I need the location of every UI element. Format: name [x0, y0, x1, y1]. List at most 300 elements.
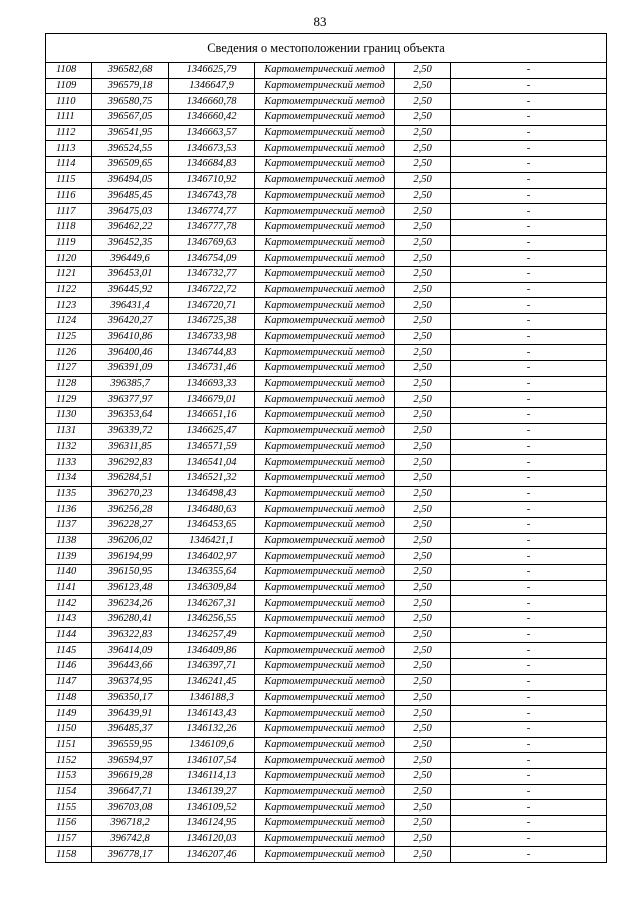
point-number-cell: 1135: [46, 486, 92, 502]
accuracy-cell: 2,50: [395, 549, 451, 565]
table-row: [46, 486, 607, 502]
description-cell: -: [451, 188, 607, 204]
method-cell: Картометрический метод: [255, 800, 395, 816]
point-number-cell: 1108: [46, 63, 92, 79]
x-coordinate-cell: 396703,08: [92, 800, 169, 816]
accuracy-cell: 2,50: [395, 470, 451, 486]
y-coordinate-cell: 1346571,59: [169, 439, 255, 455]
description-cell: -: [451, 706, 607, 722]
description-cell: -: [451, 235, 607, 251]
method-cell: Картометрический метод: [255, 376, 395, 392]
y-coordinate-cell: 1346679,01: [169, 392, 255, 408]
table-row: [46, 157, 607, 173]
accuracy-cell: 2,50: [395, 235, 451, 251]
y-coordinate-cell: 1346733,98: [169, 329, 255, 345]
x-coordinate-cell: 396778,17: [92, 847, 169, 863]
y-coordinate-cell: 1346722,72: [169, 282, 255, 298]
table-row: [46, 784, 607, 800]
x-coordinate-cell: 396377,97: [92, 392, 169, 408]
y-coordinate-cell: 1346521,32: [169, 470, 255, 486]
point-number-cell: 1128: [46, 376, 92, 392]
table-row: [46, 266, 607, 282]
description-cell: -: [451, 659, 607, 675]
method-cell: Картометрический метод: [255, 110, 395, 126]
boundary-table: [45, 33, 607, 863]
point-number-cell: 1141: [46, 580, 92, 596]
y-coordinate-cell: 1346267,31: [169, 596, 255, 612]
y-coordinate-cell: 1346673,53: [169, 141, 255, 157]
description-cell: -: [451, 266, 607, 282]
description-cell: -: [451, 392, 607, 408]
x-coordinate-cell: 396123,48: [92, 580, 169, 596]
description-cell: -: [451, 78, 607, 94]
table-row: [46, 580, 607, 596]
table-row: [46, 345, 607, 361]
table-row: [46, 706, 607, 722]
method-cell: Картометрический метод: [255, 690, 395, 706]
table-row: [46, 816, 607, 832]
x-coordinate-cell: 396150,95: [92, 565, 169, 581]
description-cell: -: [451, 63, 607, 79]
y-coordinate-cell: 1346720,71: [169, 298, 255, 314]
description-cell: -: [451, 768, 607, 784]
point-number-cell: 1136: [46, 502, 92, 518]
description-cell: -: [451, 643, 607, 659]
x-coordinate-cell: 396567,05: [92, 110, 169, 126]
point-number-cell: 1151: [46, 737, 92, 753]
description-cell: -: [451, 627, 607, 643]
x-coordinate-cell: 396742,8: [92, 831, 169, 847]
y-coordinate-cell: 1346769,63: [169, 235, 255, 251]
table-row: [46, 298, 607, 314]
y-coordinate-cell: 1346480,63: [169, 502, 255, 518]
y-coordinate-cell: 1346625,79: [169, 63, 255, 79]
table-row: [46, 831, 607, 847]
description-cell: -: [451, 674, 607, 690]
y-coordinate-cell: 1346651,16: [169, 408, 255, 424]
method-cell: Картометрический метод: [255, 816, 395, 832]
accuracy-cell: 2,50: [395, 439, 451, 455]
x-coordinate-cell: 396452,35: [92, 235, 169, 251]
x-coordinate-cell: 396647,71: [92, 784, 169, 800]
y-coordinate-cell: 1346402,97: [169, 549, 255, 565]
point-number-cell: 1155: [46, 800, 92, 816]
description-cell: -: [451, 125, 607, 141]
description-cell: -: [451, 517, 607, 533]
point-number-cell: 1109: [46, 78, 92, 94]
table-row: [46, 659, 607, 675]
method-cell: Картометрический метод: [255, 470, 395, 486]
accuracy-cell: 2,50: [395, 486, 451, 502]
point-number-cell: 1120: [46, 251, 92, 267]
description-cell: -: [451, 455, 607, 471]
x-coordinate-cell: 396524,55: [92, 141, 169, 157]
description-cell: -: [451, 800, 607, 816]
x-coordinate-cell: 396374,95: [92, 674, 169, 690]
x-coordinate-cell: 396256,28: [92, 502, 169, 518]
method-cell: Картометрический метод: [255, 768, 395, 784]
y-coordinate-cell: 1346132,26: [169, 721, 255, 737]
accuracy-cell: 2,50: [395, 784, 451, 800]
description-cell: -: [451, 408, 607, 424]
point-number-cell: 1144: [46, 627, 92, 643]
accuracy-cell: 2,50: [395, 282, 451, 298]
method-cell: Картометрический метод: [255, 486, 395, 502]
method-cell: Картометрический метод: [255, 78, 395, 94]
accuracy-cell: 2,50: [395, 706, 451, 722]
method-cell: Картометрический метод: [255, 141, 395, 157]
y-coordinate-cell: 1346355,64: [169, 565, 255, 581]
table-row: [46, 235, 607, 251]
description-cell: -: [451, 565, 607, 581]
point-number-cell: 1157: [46, 831, 92, 847]
point-number-cell: 1111: [46, 110, 92, 126]
point-number-cell: 1127: [46, 361, 92, 377]
y-coordinate-cell: 1346120,03: [169, 831, 255, 847]
x-coordinate-cell: 396385,7: [92, 376, 169, 392]
accuracy-cell: 2,50: [395, 266, 451, 282]
point-number-cell: 1142: [46, 596, 92, 612]
description-cell: -: [451, 110, 607, 126]
table-row: [46, 533, 607, 549]
table-row: [46, 721, 607, 737]
point-number-cell: 1133: [46, 455, 92, 471]
y-coordinate-cell: 1346421,1: [169, 533, 255, 549]
table-row: [46, 63, 607, 79]
method-cell: Картометрический метод: [255, 831, 395, 847]
table-row: [46, 690, 607, 706]
y-coordinate-cell: 1346256,55: [169, 612, 255, 628]
accuracy-cell: 2,50: [395, 533, 451, 549]
accuracy-cell: 2,50: [395, 816, 451, 832]
table-row: [46, 392, 607, 408]
accuracy-cell: 2,50: [395, 753, 451, 769]
accuracy-cell: 2,50: [395, 172, 451, 188]
method-cell: Картометрический метод: [255, 596, 395, 612]
accuracy-cell: 2,50: [395, 204, 451, 220]
x-coordinate-cell: 396475,03: [92, 204, 169, 220]
x-coordinate-cell: 396400,46: [92, 345, 169, 361]
accuracy-cell: 2,50: [395, 63, 451, 79]
accuracy-cell: 2,50: [395, 455, 451, 471]
accuracy-cell: 2,50: [395, 517, 451, 533]
description-cell: -: [451, 784, 607, 800]
accuracy-cell: 2,50: [395, 768, 451, 784]
method-cell: Картометрический метод: [255, 721, 395, 737]
y-coordinate-cell: 1346725,38: [169, 314, 255, 330]
description-cell: -: [451, 219, 607, 235]
y-coordinate-cell: 1346241,45: [169, 674, 255, 690]
table-row: [46, 361, 607, 377]
method-cell: Картометрический метод: [255, 549, 395, 565]
y-coordinate-cell: 1346207,46: [169, 847, 255, 863]
x-coordinate-cell: 396443,66: [92, 659, 169, 675]
method-cell: Картометрический метод: [255, 580, 395, 596]
table-row: [46, 125, 607, 141]
method-cell: Картометрический метод: [255, 517, 395, 533]
point-number-cell: 1124: [46, 314, 92, 330]
accuracy-cell: 2,50: [395, 502, 451, 518]
description-cell: -: [451, 549, 607, 565]
table-row: [46, 565, 607, 581]
description-cell: -: [451, 314, 607, 330]
description-cell: -: [451, 282, 607, 298]
accuracy-cell: 2,50: [395, 423, 451, 439]
x-coordinate-cell: 396485,37: [92, 721, 169, 737]
method-cell: Картометрический метод: [255, 172, 395, 188]
x-coordinate-cell: 396206,02: [92, 533, 169, 549]
point-number-cell: 1123: [46, 298, 92, 314]
accuracy-cell: 2,50: [395, 580, 451, 596]
point-number-cell: 1113: [46, 141, 92, 157]
point-number-cell: 1119: [46, 235, 92, 251]
table-row: [46, 612, 607, 628]
description-cell: -: [451, 580, 607, 596]
method-cell: Картометрический метод: [255, 674, 395, 690]
table-body: [46, 63, 607, 863]
point-number-cell: 1148: [46, 690, 92, 706]
method-cell: Картометрический метод: [255, 125, 395, 141]
description-cell: -: [451, 816, 607, 832]
page-number: 83: [313, 14, 327, 29]
method-cell: Картометрический метод: [255, 643, 395, 659]
x-coordinate-cell: 396718,2: [92, 816, 169, 832]
y-coordinate-cell: 1346777,78: [169, 219, 255, 235]
x-coordinate-cell: 396292,83: [92, 455, 169, 471]
y-coordinate-cell: 1346409,86: [169, 643, 255, 659]
x-coordinate-cell: 396494,05: [92, 172, 169, 188]
y-coordinate-cell: 1346754,09: [169, 251, 255, 267]
method-cell: Картометрический метод: [255, 627, 395, 643]
point-number-cell: 1140: [46, 565, 92, 581]
table-row: [46, 141, 607, 157]
y-coordinate-cell: 1346647,9: [169, 78, 255, 94]
description-cell: -: [451, 533, 607, 549]
point-number-cell: 1134: [46, 470, 92, 486]
method-cell: Картометрический метод: [255, 408, 395, 424]
point-number-cell: 1122: [46, 282, 92, 298]
y-coordinate-cell: 1346124,95: [169, 816, 255, 832]
x-coordinate-cell: 396439,91: [92, 706, 169, 722]
description-cell: -: [451, 298, 607, 314]
accuracy-cell: 2,50: [395, 141, 451, 157]
table-row: [46, 282, 607, 298]
method-cell: Картометрический метод: [255, 784, 395, 800]
description-cell: -: [451, 847, 607, 863]
y-coordinate-cell: 1346114,13: [169, 768, 255, 784]
point-number-cell: 1153: [46, 768, 92, 784]
accuracy-cell: 2,50: [395, 831, 451, 847]
method-cell: Картометрический метод: [255, 219, 395, 235]
point-number-cell: 1118: [46, 219, 92, 235]
y-coordinate-cell: 1346109,6: [169, 737, 255, 753]
method-cell: Картометрический метод: [255, 94, 395, 110]
description-cell: -: [451, 737, 607, 753]
method-cell: Картометрический метод: [255, 329, 395, 345]
description-cell: -: [451, 831, 607, 847]
accuracy-cell: 2,50: [395, 314, 451, 330]
table-row: [46, 627, 607, 643]
description-cell: -: [451, 721, 607, 737]
y-coordinate-cell: 1346397,71: [169, 659, 255, 675]
accuracy-cell: 2,50: [395, 690, 451, 706]
method-cell: Картометрический метод: [255, 345, 395, 361]
point-number-cell: 1126: [46, 345, 92, 361]
table-row: [46, 188, 607, 204]
accuracy-cell: 2,50: [395, 627, 451, 643]
x-coordinate-cell: 396559,95: [92, 737, 169, 753]
x-coordinate-cell: 396322,83: [92, 627, 169, 643]
x-coordinate-cell: 396234,26: [92, 596, 169, 612]
x-coordinate-cell: 396353,64: [92, 408, 169, 424]
method-cell: Картометрический метод: [255, 533, 395, 549]
table-row: [46, 314, 607, 330]
y-coordinate-cell: 1346710,92: [169, 172, 255, 188]
accuracy-cell: 2,50: [395, 737, 451, 753]
accuracy-cell: 2,50: [395, 565, 451, 581]
point-number-cell: 1139: [46, 549, 92, 565]
description-cell: -: [451, 141, 607, 157]
x-coordinate-cell: 396453,01: [92, 266, 169, 282]
method-cell: Картометрический метод: [255, 502, 395, 518]
accuracy-cell: 2,50: [395, 800, 451, 816]
table-row: [46, 423, 607, 439]
point-number-cell: 1115: [46, 172, 92, 188]
point-number-cell: 1131: [46, 423, 92, 439]
description-cell: -: [451, 345, 607, 361]
point-number-cell: 1156: [46, 816, 92, 832]
x-coordinate-cell: 396280,41: [92, 612, 169, 628]
y-coordinate-cell: 1346188,3: [169, 690, 255, 706]
description-cell: -: [451, 612, 607, 628]
y-coordinate-cell: 1346660,42: [169, 110, 255, 126]
point-number-cell: 1110: [46, 94, 92, 110]
description-cell: -: [451, 470, 607, 486]
method-cell: Картометрический метод: [255, 847, 395, 863]
accuracy-cell: 2,50: [395, 188, 451, 204]
description-cell: -: [451, 690, 607, 706]
accuracy-cell: 2,50: [395, 674, 451, 690]
accuracy-cell: 2,50: [395, 345, 451, 361]
x-coordinate-cell: 396410,86: [92, 329, 169, 345]
accuracy-cell: 2,50: [395, 643, 451, 659]
description-cell: -: [451, 502, 607, 518]
y-coordinate-cell: 1346731,46: [169, 361, 255, 377]
accuracy-cell: 2,50: [395, 376, 451, 392]
point-number-cell: 1137: [46, 517, 92, 533]
accuracy-cell: 2,50: [395, 94, 451, 110]
table-row: [46, 78, 607, 94]
x-coordinate-cell: 396414,09: [92, 643, 169, 659]
method-cell: Картометрический метод: [255, 706, 395, 722]
accuracy-cell: 2,50: [395, 251, 451, 267]
point-number-cell: 1145: [46, 643, 92, 659]
point-number-cell: 1138: [46, 533, 92, 549]
x-coordinate-cell: 396284,51: [92, 470, 169, 486]
y-coordinate-cell: 1346139,27: [169, 784, 255, 800]
table-row: [46, 674, 607, 690]
y-coordinate-cell: 1346693,33: [169, 376, 255, 392]
x-coordinate-cell: 396391,09: [92, 361, 169, 377]
point-number-cell: 1125: [46, 329, 92, 345]
description-cell: -: [451, 753, 607, 769]
method-cell: Картометрический метод: [255, 565, 395, 581]
description-cell: -: [451, 423, 607, 439]
table-row: [46, 549, 607, 565]
point-number-cell: 1112: [46, 125, 92, 141]
table-header-row: [46, 34, 607, 63]
x-coordinate-cell: 396339,72: [92, 423, 169, 439]
method-cell: Картометрический метод: [255, 204, 395, 220]
description-cell: -: [451, 361, 607, 377]
x-coordinate-cell: 396462,22: [92, 219, 169, 235]
table-row: [46, 94, 607, 110]
point-number-cell: 1150: [46, 721, 92, 737]
method-cell: Картометрический метод: [255, 423, 395, 439]
point-number-cell: 1129: [46, 392, 92, 408]
table-row: [46, 517, 607, 533]
x-coordinate-cell: 396311,85: [92, 439, 169, 455]
x-coordinate-cell: 396580,75: [92, 94, 169, 110]
table-row: [46, 455, 607, 471]
method-cell: Картометрический метод: [255, 439, 395, 455]
table-row: [46, 470, 607, 486]
y-coordinate-cell: 1346732,77: [169, 266, 255, 282]
y-coordinate-cell: 1346744,83: [169, 345, 255, 361]
accuracy-cell: 2,50: [395, 219, 451, 235]
table-row: [46, 219, 607, 235]
table-row: [46, 737, 607, 753]
accuracy-cell: 2,50: [395, 110, 451, 126]
table-row: [46, 502, 607, 518]
table-header: Сведения о местоположении границ объекта: [46, 34, 607, 63]
y-coordinate-cell: 1346309,84: [169, 580, 255, 596]
table-row: [46, 643, 607, 659]
description-cell: -: [451, 486, 607, 502]
table-row: [46, 376, 607, 392]
x-coordinate-cell: 396194,99: [92, 549, 169, 565]
point-number-cell: 1117: [46, 204, 92, 220]
table-row: [46, 847, 607, 863]
method-cell: Картометрический метод: [255, 612, 395, 628]
method-cell: Картометрический метод: [255, 455, 395, 471]
y-coordinate-cell: 1346109,52: [169, 800, 255, 816]
accuracy-cell: 2,50: [395, 596, 451, 612]
point-number-cell: 1152: [46, 753, 92, 769]
point-number-cell: 1121: [46, 266, 92, 282]
accuracy-cell: 2,50: [395, 721, 451, 737]
description-cell: -: [451, 157, 607, 173]
x-coordinate-cell: 396270,23: [92, 486, 169, 502]
y-coordinate-cell: 1346743,78: [169, 188, 255, 204]
table-row: [46, 408, 607, 424]
table-row: [46, 768, 607, 784]
x-coordinate-cell: 396431,4: [92, 298, 169, 314]
x-coordinate-cell: 396582,68: [92, 63, 169, 79]
description-cell: -: [451, 376, 607, 392]
point-number-cell: 1114: [46, 157, 92, 173]
y-coordinate-cell: 1346498,43: [169, 486, 255, 502]
boundary-table-container: [45, 33, 606, 863]
x-coordinate-cell: 396350,17: [92, 690, 169, 706]
method-cell: Картометрический метод: [255, 392, 395, 408]
table-row: [46, 596, 607, 612]
table-row: [46, 800, 607, 816]
y-coordinate-cell: 1346541,04: [169, 455, 255, 471]
accuracy-cell: 2,50: [395, 392, 451, 408]
accuracy-cell: 2,50: [395, 298, 451, 314]
table-row: [46, 251, 607, 267]
